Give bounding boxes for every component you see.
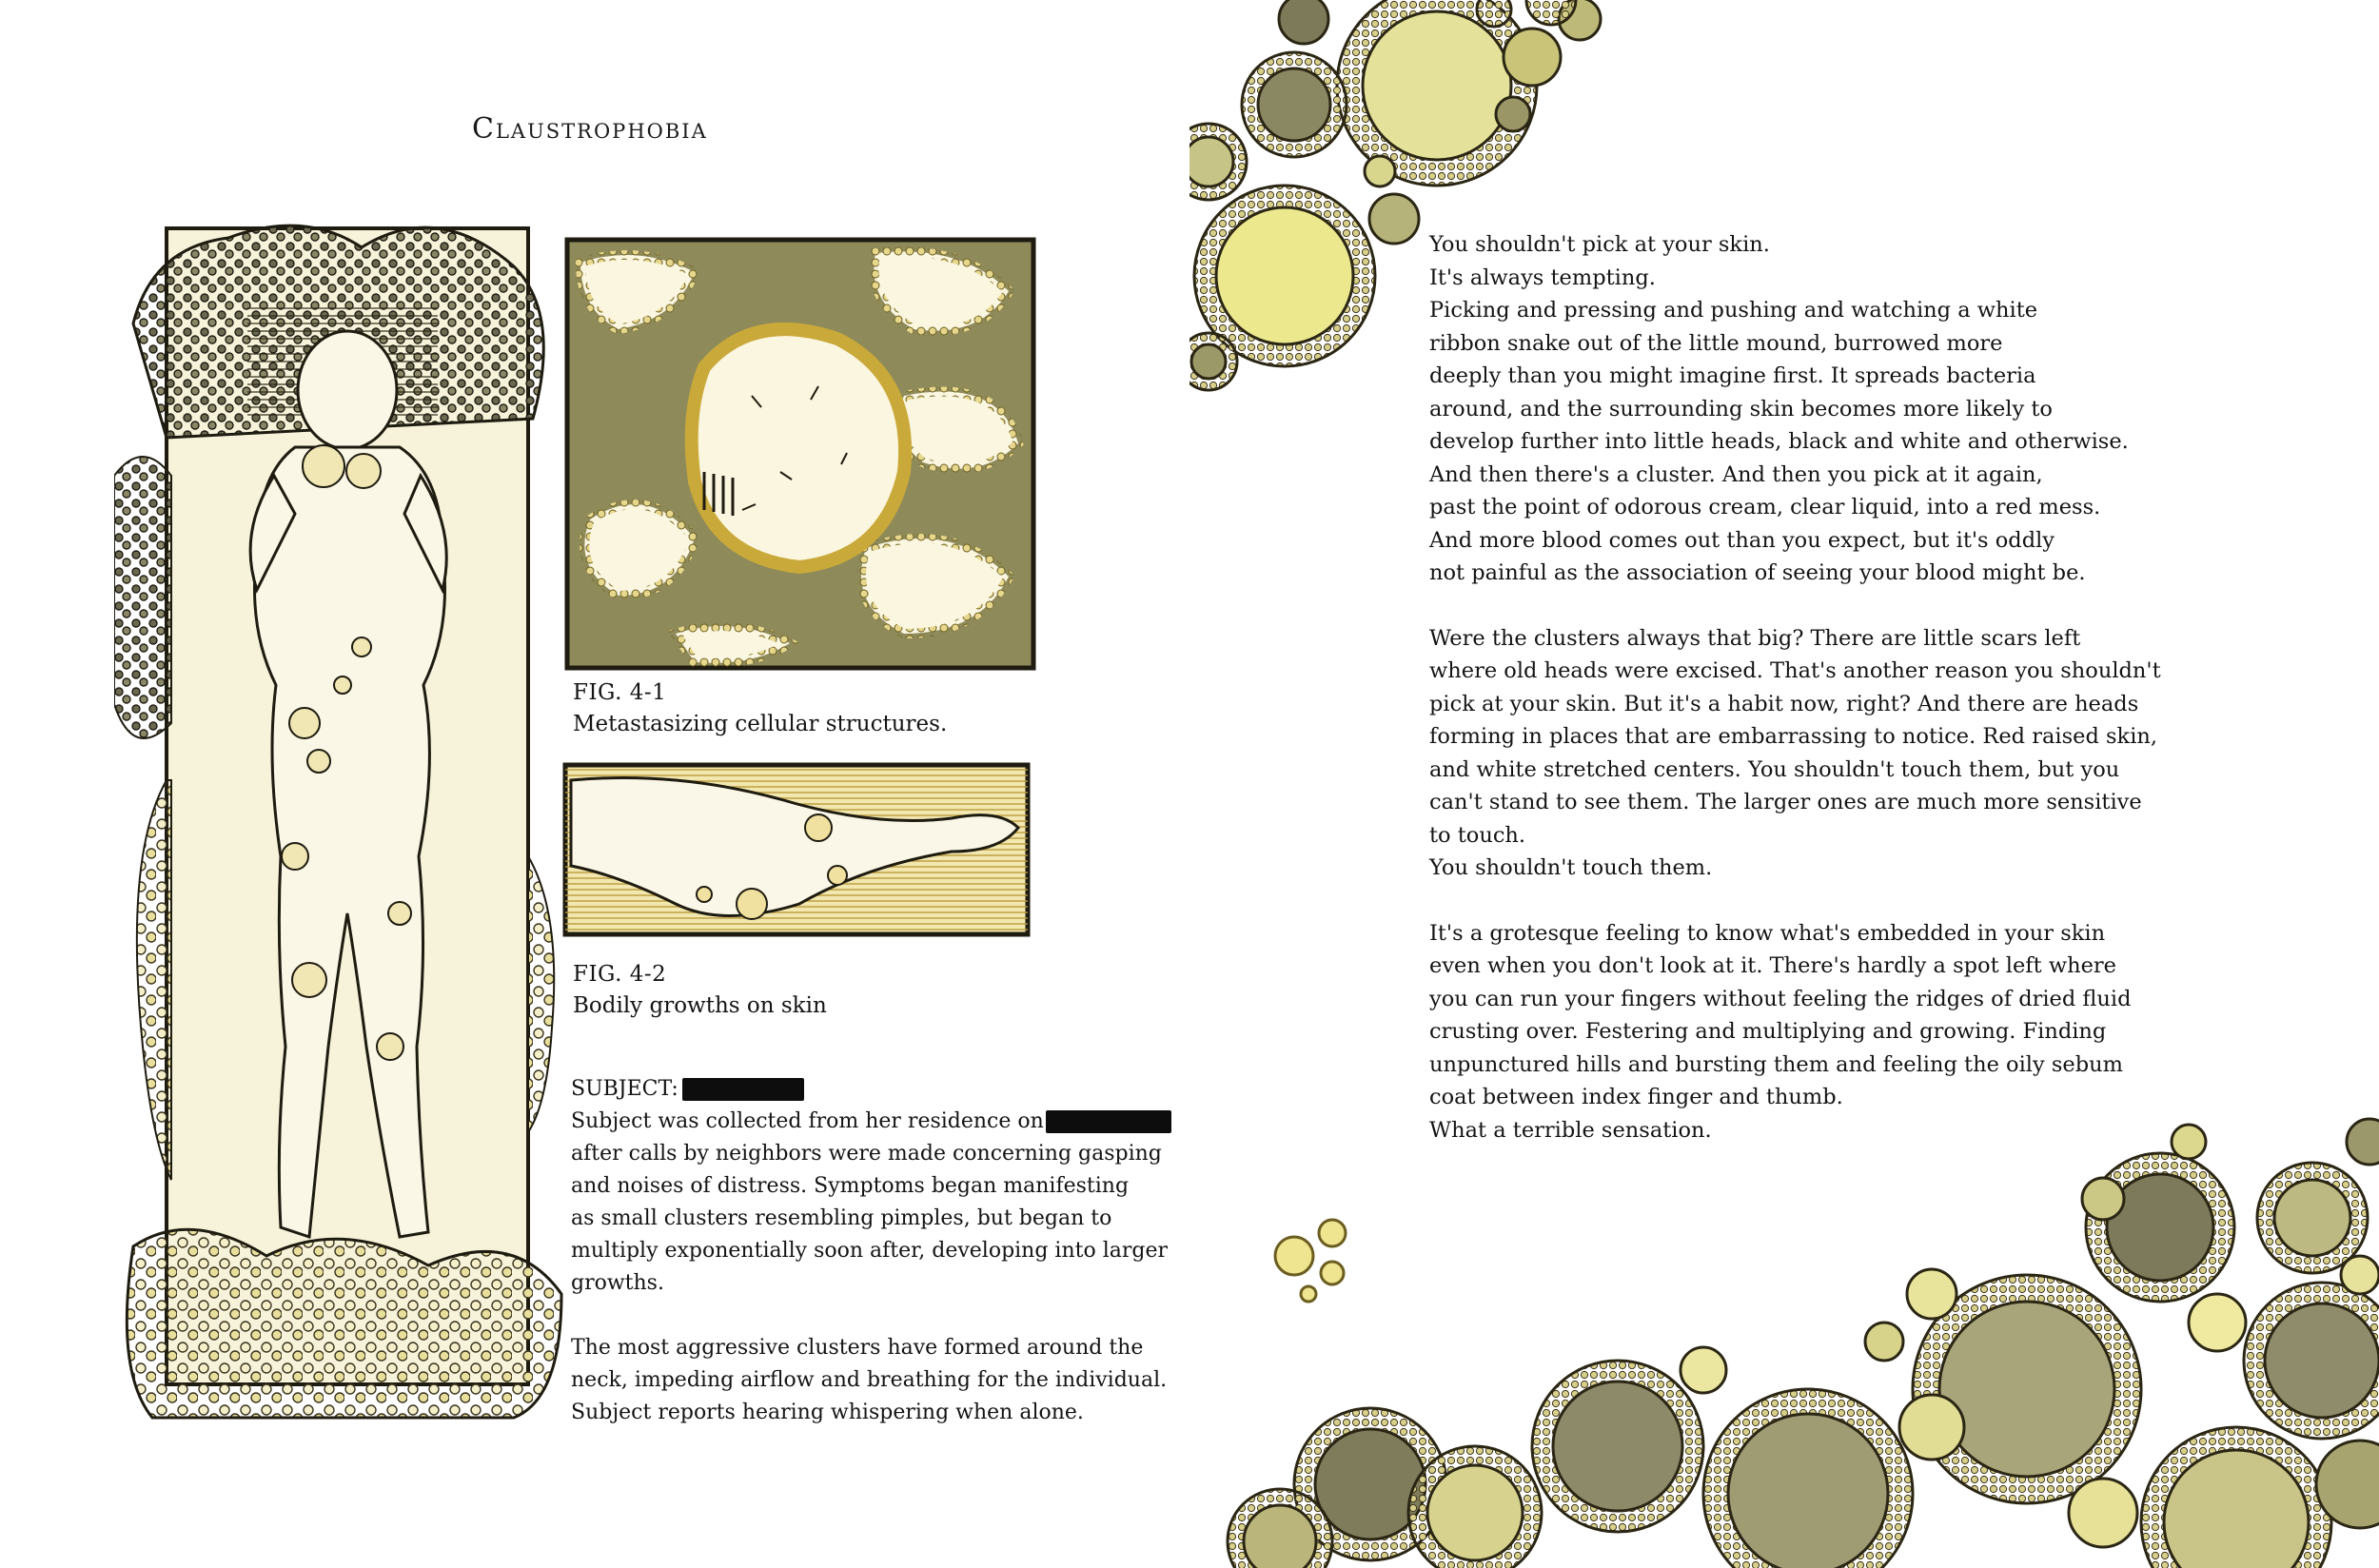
fig-4-1-caption	[573, 677, 947, 740]
essay-line: And more blood comes out than you expect, but it's oddly	[1429, 527, 2055, 553]
fig-4-1-illustration	[561, 234, 1039, 674]
essay-line: past the point of odorous cream, clear liquid, into a red mess.	[1429, 495, 2101, 519]
fig-4-1-label: FIG. 4-1	[573, 680, 667, 705]
fig-4-2-caption	[573, 959, 827, 1022]
fig-4-2-text: Bodily growths on skin	[573, 993, 827, 1018]
essay-paragraph-2	[1429, 622, 2172, 885]
subject-paragraph-2	[571, 1332, 1180, 1429]
subject-heading: SUBJECT:	[571, 1077, 678, 1101]
essay-line: where old heads were excised. That's another reason you shouldn't	[1429, 658, 2161, 683]
subject-line: The most aggressive clusters have formed around the	[571, 1336, 1144, 1360]
subject-line: Subject was collected from her residence on	[571, 1106, 1180, 1138]
subject-report	[571, 1073, 1180, 1461]
essay-paragraph-3	[1429, 917, 2172, 1147]
page-title: Claustrophobia	[472, 112, 708, 146]
essay-line: What a terrible sensation.	[1429, 1117, 1712, 1143]
subject-heading-row	[571, 1073, 1180, 1106]
essay-line: to touch.	[1429, 822, 1526, 848]
subject-line: Subject reports hearing whispering when alone.	[571, 1401, 1084, 1424]
essay-line: forming in places that are embarrassing to notice. Red raised skin,	[1429, 724, 2158, 749]
redacted-location	[1046, 1110, 1171, 1133]
subject-line: growths.	[571, 1271, 664, 1295]
essay-paragraph-1	[1429, 228, 2172, 590]
essay-line: ribbon snake out of the little mound, burrowed more	[1429, 330, 2003, 356]
essay-line: pick at your skin. But it's a habit now, right? And there are heads	[1429, 691, 2139, 716]
essay-line: Were the clusters always that big? There are little scars left	[1429, 625, 2081, 651]
subject-paragraph-1	[571, 1106, 1180, 1300]
right-page	[1190, 0, 2379, 1568]
subject-line: and noises of distress. Symptoms began manifesting	[571, 1174, 1130, 1198]
essay-line: deeply than you might imagine first. It spreads bacteria	[1429, 363, 2036, 388]
essay-line: unpunctured hills and bursting them and feeling the oily sebum	[1429, 1051, 2123, 1077]
subject-line: as small clusters resembling pimples, but began to	[571, 1206, 1112, 1230]
fig-4-1-text: Metastasizing cellular structures.	[573, 712, 948, 736]
subject-line: after calls by neighbors were made concerning gasping	[571, 1142, 1162, 1166]
subject-line: neck, impeding airflow and breathing for the individual.	[571, 1368, 1168, 1392]
essay-line: You shouldn't touch them.	[1429, 855, 1713, 880]
essay-line: can't stand to see them. The larger ones are much more sensitive	[1429, 790, 2142, 814]
essay-line: You shouldn't pick at your skin.	[1429, 232, 1770, 257]
essay-line: and white stretched centers. You shouldn't touch them, but you	[1429, 756, 2120, 782]
fig-4-2-label: FIG. 4-2	[573, 962, 667, 987]
subject-line: multiply exponentially soon after, developing into larger	[571, 1239, 1168, 1263]
essay-text	[1429, 228, 2172, 1179]
essay-line: even when you don't look at it. There's hardly a spot left where	[1429, 953, 2116, 978]
essay-line: It's a grotesque feeling to know what's embedded in your skin	[1429, 920, 2106, 946]
essay-line: It's always tempting.	[1429, 265, 1656, 290]
essay-line: you can run your fingers without feeling the ridges of dried fluid	[1429, 986, 2132, 1011]
body-illustration	[114, 190, 566, 1427]
essay-line: crusting over. Festering and multiplying and growing. Finding	[1429, 1019, 2107, 1044]
essay-line: develop further into little heads, black and white and otherwise.	[1429, 429, 2129, 454]
essay-line: coat between index finger and thumb.	[1429, 1085, 1843, 1109]
redacted-name	[682, 1078, 804, 1101]
essay-line: Picking and pressing and pushing and watching a white	[1429, 298, 2038, 323]
essay-line: And then there's a cluster. And then you pick at it again,	[1429, 461, 2043, 487]
fig-4-2-illustration	[561, 761, 1032, 938]
essay-line: not painful as the association of seeing your blood might be.	[1429, 560, 2086, 585]
essay-line: around, and the surrounding skin becomes more likely to	[1429, 396, 2053, 421]
